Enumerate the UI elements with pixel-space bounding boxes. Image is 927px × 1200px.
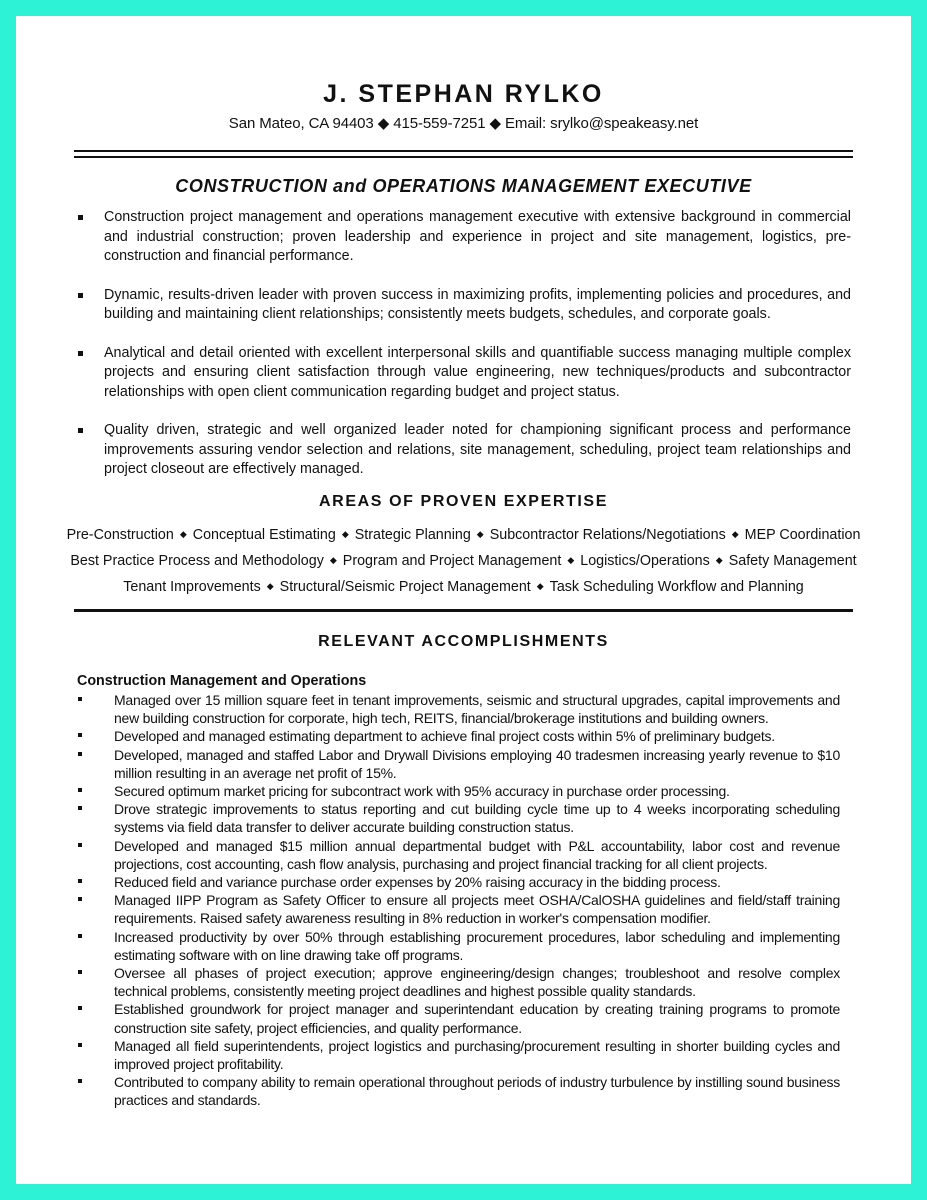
expertise-item: Program and Project Management — [342, 553, 562, 569]
expertise-row-3 — [56, 574, 871, 600]
summary-item: Quality driven, strategic and well organized leader noted for championing significant process and performance improvements assuring vendor selection and relations, site management, scheduling, project team relationships and project closeout are effectively managed. — [74, 421, 851, 480]
accomplishment-item: Managed IIPP Program as Safety Officer to ensure all projects meet OSHA/CalOSHA guidelines and field/staff training requirements. Raised safety awareness resulting in 8% reduction in worker's compensation modifier. — [74, 891, 840, 927]
expertise-item: Conceptual Estimating — [192, 527, 336, 543]
accomplishment-item: Managed over 15 million square feet in tenant improvements, seismic and structural upgrades, capital improvements and new building construction for corporate, high tech, REITS, financial/brokerage institutions and building owners. — [74, 691, 840, 727]
expertise-item: Pre-Construction — [66, 527, 174, 543]
accomplishment-item: Reduced field and variance purchase order expenses by 20% raising accuracy in the bidding process. — [74, 873, 840, 891]
expertise-row-2 — [56, 548, 871, 574]
bullet-icon — [78, 843, 82, 847]
bullet-icon — [78, 351, 83, 356]
summary-item: Construction project management and operations management executive with extensive background in commercial and industrial construction; proven leadership and experience in project and site management, logistics, pre-construction and financial performance. — [74, 208, 851, 267]
accomplishments-subhead: Construction Management and Operations — [77, 673, 367, 689]
accomplishment-item: Increased productivity by over 50% through establishing procurement procedures, labor scheduling and implementing estimating software with on line drawing take off programs. — [74, 928, 840, 964]
accomplishment-item: Managed all field superintendents, project logistics and purchasing/procurement resulting in shorter building cycles and improved project profitability. — [74, 1037, 840, 1073]
expertise-item: Tenant Improvements — [123, 579, 261, 595]
bullet-icon — [78, 733, 82, 737]
expertise-item: Structural/Seismic Project Management — [279, 579, 531, 595]
bullet-icon — [78, 697, 82, 701]
bullet-icon — [78, 970, 82, 974]
resume-page — [16, 16, 911, 1184]
summary-item: Dynamic, results-driven leader with proven success in maximizing profits, implementing policies and procedures, and building and maintaining client relationships; consistently meets budgets, schedules, and corporate goals. — [74, 286, 851, 325]
bullet-icon — [78, 788, 82, 792]
expertise-list — [56, 522, 871, 600]
accomplishment-item: Developed, managed and staffed Labor and Drywall Divisions employing 40 tradesmen increasing yearly revenue to $10 million resulting in an average net profit of 15%. — [74, 746, 840, 782]
expertise-title: AREAS OF PROVEN EXPERTISE — [319, 493, 608, 510]
diamond-icon: ◆ — [536, 581, 544, 591]
accomplishments-list — [74, 691, 840, 1110]
bullet-icon — [78, 428, 83, 433]
expertise-item: Subcontractor Relations/Negotiations — [489, 527, 726, 543]
expertise-item: Logistics/Operations — [580, 553, 710, 569]
bullet-icon — [78, 1043, 82, 1047]
expertise-item: Best Practice Process and Methodology — [70, 553, 324, 569]
bullet-icon — [78, 215, 83, 220]
section-divider — [74, 609, 853, 612]
diamond-icon: ◆ — [715, 555, 723, 565]
bullet-icon — [78, 934, 82, 938]
bullet-icon — [78, 293, 83, 298]
diamond-icon: ◆ — [731, 529, 739, 539]
diamond-icon: ◆ — [476, 529, 484, 539]
bullet-icon — [78, 806, 82, 810]
expertise-item: Safety Management — [728, 553, 857, 569]
expertise-row-1 — [56, 522, 871, 548]
diamond-icon: ◆ — [329, 555, 337, 565]
bullet-icon — [78, 1079, 82, 1083]
professional-headline: CONSTRUCTION and OPERATIONS MANAGEMENT EXECUTIVE — [175, 176, 752, 196]
bullet-icon — [78, 752, 82, 756]
diamond-icon: ◆ — [266, 581, 274, 591]
summary-list — [74, 208, 851, 499]
accomplishment-item: Developed and managed $15 million annual departmental budget with P&L accountability, labor cost and revenue projections, cost accounting, cash flow analysis, purchasing and project financial tracking for all client projects. — [74, 837, 840, 873]
expertise-item: MEP Coordination — [744, 527, 861, 543]
contact-line: San Mateo, CA 94403 ◆ 415-559-7251 ◆ Email: srylko@speakeasy.net — [228, 115, 699, 132]
expertise-item: Strategic Planning — [354, 527, 471, 543]
summary-item: Analytical and detail oriented with excellent interpersonal skills and quantifiable success managing multiple complex projects and ensuring client satisfaction through value engineering, new techniques/products and subcontractor relationships with open client communication regarding budget and project status. — [74, 344, 851, 403]
accomplishment-item: Contributed to company ability to remain operational throughout periods of industry turbulence by instilling sound business practices and standards. — [74, 1073, 840, 1109]
diamond-icon: ◆ — [179, 529, 187, 539]
accomplishments-title: RELEVANT ACCOMPLISHMENTS — [318, 633, 609, 650]
header-divider — [74, 150, 853, 158]
bullet-icon — [78, 879, 82, 883]
bullet-icon — [78, 1006, 82, 1010]
diamond-icon: ◆ — [567, 555, 575, 565]
bullet-icon — [78, 897, 82, 901]
expertise-item: Task Scheduling Workflow and Planning — [549, 579, 804, 595]
accomplishment-item: Secured optimum market pricing for subcontract work with 95% accuracy in purchase order processing. — [74, 782, 840, 800]
diamond-icon: ◆ — [341, 529, 349, 539]
accomplishment-item: Drove strategic improvements to status reporting and cut building cycle time up to 4 weeks incorporating scheduling systems via field data transfer to deliver accurate building construction status. — [74, 800, 840, 836]
accomplishment-item: Oversee all phases of project execution; approve engineering/design changes; troubleshoot and resolve complex technical problems, consistently meeting project deadlines and highest possible quality standards. — [74, 964, 840, 1000]
accomplishment-item: Developed and managed estimating department to achieve final project costs within 5% of preliminary budgets. — [74, 727, 840, 745]
accomplishment-item: Established groundwork for project manager and superintendant education by creating training programs to promote construction site safety, project efficiencies, and quality performance. — [74, 1000, 840, 1036]
candidate-name: J. STEPHAN RYLKO — [323, 80, 604, 108]
